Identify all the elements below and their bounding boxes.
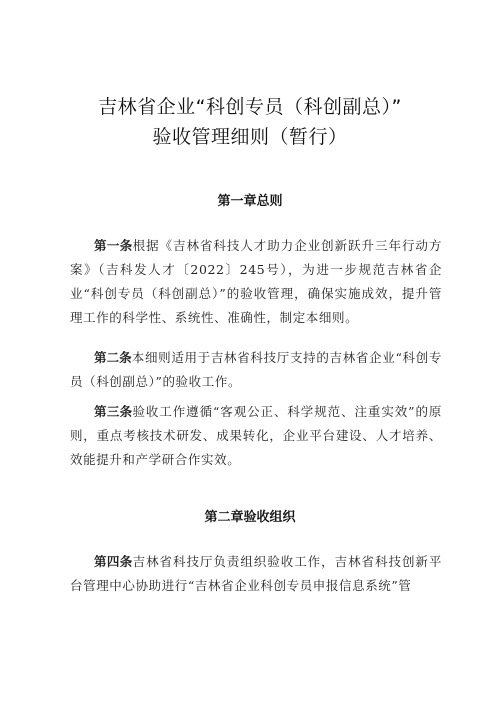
chapter-1-heading: 第一章总则 xyxy=(217,194,283,209)
article-2 xyxy=(70,346,442,394)
article-1 xyxy=(70,234,442,330)
article-2-text: 本细则适用于吉林省科技厅支持的吉林省企业“科创专员（科创副总）”的验收工作。 xyxy=(70,350,442,389)
article-3-label: 第三条 xyxy=(94,404,133,419)
article-4-text: 吉林省科技厅负责组织验收工作，吉林省科技创新平台管理中心协助进行“吉林省企业科创专员申报信息系统”管 xyxy=(70,554,442,593)
article-4 xyxy=(70,550,442,598)
article-4-label: 第四条 xyxy=(94,554,133,569)
article-1-label: 第一条 xyxy=(94,238,133,253)
article-1-text: 根据《吉林省科技人才助力企业创新跃升三年行动方案》（吉科发人才〔2022〕245号），为进一步规范吉林省企业“科创专员（科创副总）”的验收管理，确保实施成效，提升管理工作的科学性、系统性、准确性，制定本细则。 xyxy=(70,238,442,325)
document-title-line-1: 吉林省企业“科创专员（科创副总）” xyxy=(98,96,402,118)
article-3 xyxy=(70,400,442,472)
document-title-line-2: 验收管理细则（暂行） xyxy=(152,126,348,148)
article-2-label: 第二条 xyxy=(94,350,132,365)
chapter-2-heading: 第二章验收组织 xyxy=(204,510,296,525)
article-3-text: 验收工作遵循“客观公正、科学规范、注重实效”的原则，重点考核技术研发、成果转化，企业平台建设、人才培养、效能提升和产学研合作实效。 xyxy=(70,404,442,467)
